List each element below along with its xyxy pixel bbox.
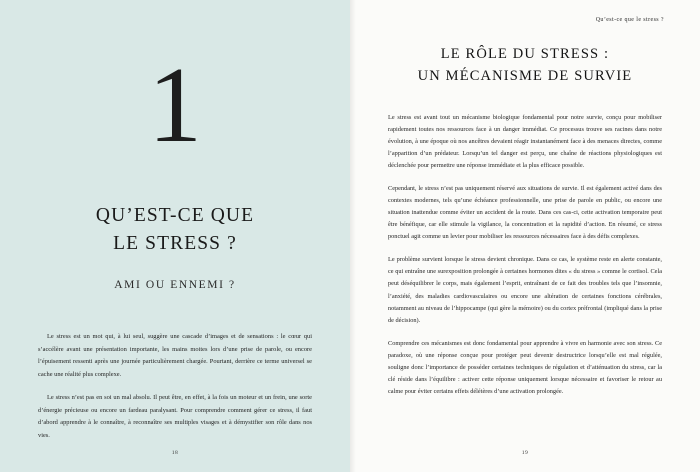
chapter-subtitle: AMI OU ENNEMI ? <box>114 279 236 292</box>
section-title-line-2: UN MÉCANISME DE SURVIE <box>417 67 633 84</box>
chapter-number: 1 <box>148 46 202 165</box>
paragraph: Le stress n’est pas en soi un mal absolu. Il peut être, en effet, à la fois un moteur et un frein, une sorte d’énergie précieuse ou encore un fardeau paralysant. Pour comprendre comment gérer ce stress, il faut d’abord apprendre à le connaître, à reconnaître ses multiples visages et à démystifier son rôle dans nos vies. <box>38 394 312 439</box>
folio-left: 18 <box>171 450 179 456</box>
running-head: Qu’est-ce que le stress ? <box>595 17 664 23</box>
paragraph: Cependant, le stress n’est pas uniquement réservé aux situations de survie. Il est également activé dans des contextes modernes, tels qu’une échéance professionnelle, une prise de parole en public, ou encore une situation inattendue comme éviter un accident de la route. Dans ces cas-ci, cette activation temporaire peut être bénéfique, car elle stimule la vigilance, la concentration et la rapidité d’action. En résumé, ce stress ponctuel agit comme un levier pour mobiliser les ressources nécessaires face à des défis complexes. <box>388 184 662 241</box>
right-page-body <box>388 112 662 399</box>
gutter-shadow <box>350 0 356 472</box>
chapter-title <box>0 202 350 257</box>
section-title-line-1: LE RÔLE DU STRESS : <box>440 46 610 62</box>
left-page-body <box>38 331 312 442</box>
chapter-title-line-2: LE STRESS ? <box>113 232 237 254</box>
folio-right: 19 <box>521 450 529 456</box>
paragraph: Comprendre ces mécanismes est donc fondamental pour apprendre à vivre en harmonie avec son stress. Ce paradoxe, où une réponse conçue pour protéger peut devenir destructrice lorsqu’elle est mal régulée, souligne donc l’importance de posséder certaines techniques de régulation et d’atténuation du stress, car la clé réside dans l’équilibre : activer cette réponse uniquement lorsque nécessaire et favoriser le retour au calme pour éviter certains effets délétères d’une activation prolongée. <box>388 339 662 396</box>
section-title <box>390 44 660 88</box>
paragraph: Le stress est avant tout un mécanisme biologique fondamental pour notre survie, conçu pour mobiliser rapidement toutes nos ressources face à un danger immédiat. Ce processus trouve ses racines dans notre évolution, à une époque où nos ancêtres devaient réagir instantanément face à des menaces directes, comme l’apparition d’un prédateur. Lorsqu’un tel danger est perçu, une chaîne de réactions physiologiques est déclenchée pour permettre une réponse immédiate et la plus efficace possible. <box>388 113 662 169</box>
paragraph: Le stress est un mot qui, à lui seul, suggère une cascade d’images et de sensations : le cœur qui s’accélère avant une présentation importante, les mains moites lors d’une prise de parole, ou encore l’épuisement ressenti après une journée particulièrement chargée. Pourtant, derrière ce terme universel se cache une réalité plus complexe. <box>38 333 312 378</box>
paragraph: Le problème survient lorsque le stress devient chronique. Dans ce cas, le système reste en alerte constante, ce qui entraîne une surexposition prolongée à certaines hormones dites « du stress » comme le cortisol. Cela peut déséquilibrer le corps, mais également l’esprit, entraînant de ce fait des troubles tels que l’insomnie, l’anxiété, des maladies cardiovasculaires ou encore une altération de certaines fonctions cérébrales, notamment au niveau de l’hippocampe (qui gère la mémoire) ou du cortex préfrontal (impliqué dans la prise de décision). <box>388 256 662 324</box>
right-page <box>350 0 700 472</box>
chapter-title-line-1: QU’EST-CE QUE <box>95 205 255 226</box>
